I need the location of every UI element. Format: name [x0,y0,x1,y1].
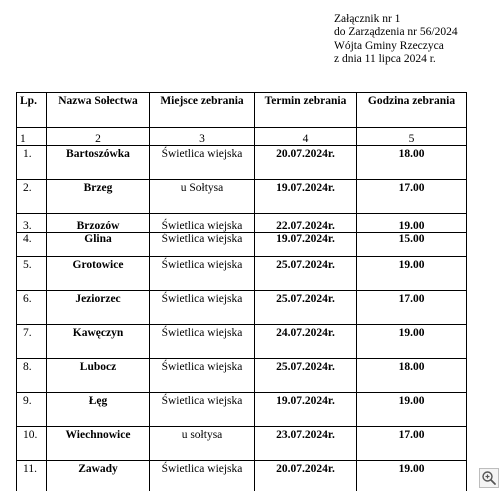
table-row [17,180,467,214]
column-number: 5 [357,128,467,146]
header-meeting-time: Godzina zebrania [357,93,467,128]
row-lp: 9. [17,393,47,427]
annex-header [334,13,458,67]
table-row [17,427,467,461]
meeting-date: 25.07.2024r. [255,359,357,393]
meeting-place: u Sołtysa [150,180,255,214]
meeting-time: 17.00 [357,291,467,325]
meeting-time: 19.00 [357,393,467,427]
column-number: 2 [47,128,150,146]
row-lp: 2. [17,180,47,214]
meeting-place: Świetlica wiejska [150,393,255,427]
row-lp: 3. [17,214,47,233]
header-lp: Lp. [17,93,47,128]
table-row [17,393,467,427]
meeting-date: 20.07.2024r. [255,461,357,491]
village-name: Brzozów [47,214,150,233]
meeting-place: Świetlica wiejska [150,146,255,180]
meeting-time: 19.00 [357,214,467,233]
meeting-time: 17.00 [357,180,467,214]
table-row [17,359,467,393]
village-name: Łęg [47,393,150,427]
zoom-button[interactable] [479,468,499,488]
meeting-date: 20.07.2024r. [255,146,357,180]
village-name: Bartoszówka [47,146,150,180]
header-village-name: Nazwa Sołectwa [47,93,150,128]
table-row [17,214,467,233]
row-lp: 11. [17,461,47,491]
village-name: Grotowice [47,257,150,291]
meeting-date: 23.07.2024r. [255,427,357,461]
meeting-place: Świetlica wiejska [150,257,255,291]
column-number: 4 [255,128,357,146]
meeting-place: Świetlica wiejska [150,233,255,257]
row-lp: 4. [17,233,47,257]
village-name: Kawęczyn [47,325,150,359]
table-header-row [17,93,467,128]
table-row [17,461,467,491]
meeting-time: 19.00 [357,257,467,291]
meetings-table [16,92,467,491]
column-number: 1 [17,128,47,146]
annex-line-authority: Wójta Gminy Rzeczyca [334,39,444,52]
meeting-time: 19.00 [357,325,467,359]
village-name: Jeziorzec [47,291,150,325]
table-row [17,257,467,291]
village-name: Glina [47,233,150,257]
meeting-date: 19.07.2024r. [255,393,357,427]
meeting-place: Świetlica wiejska [150,461,255,491]
table-row [17,325,467,359]
meeting-date: 19.07.2024r. [255,233,357,257]
header-meeting-place: Miejsce zebrania [150,93,255,128]
row-lp: 1. [17,146,47,180]
meeting-date: 19.07.2024r. [255,180,357,214]
meeting-time: 18.00 [357,146,467,180]
meeting-place: Świetlica wiejska [150,214,255,233]
annex-line-title: Załącznik nr 1 [334,13,401,25]
meeting-place: Świetlica wiejska [150,325,255,359]
table-row [17,146,467,180]
zoom-in-icon [480,469,498,487]
meeting-time: 19.00 [357,461,467,491]
meeting-time: 17.00 [357,427,467,461]
village-name: Brzeg [47,180,150,214]
village-name: Lubocz [47,359,150,393]
meeting-date: 22.07.2024r. [255,214,357,233]
meeting-date: 24.07.2024r. [255,325,357,359]
annex-line-date: z dnia 11 lipca 2024 r. [334,53,436,66]
meeting-time: 15.00 [357,233,467,257]
meeting-time: 18.00 [357,359,467,393]
village-name: Zawady [47,461,150,491]
row-lp: 6. [17,291,47,325]
row-lp: 8. [17,359,47,393]
row-lp: 5. [17,257,47,291]
column-number-row [17,128,467,146]
column-number: 3 [150,128,255,146]
header-meeting-date: Termin zebrania [255,93,357,128]
meeting-place: Świetlica wiejska [150,359,255,393]
table-row [17,233,467,257]
row-lp: 10. [17,427,47,461]
annex-line-ordinance: do Zarządzenia nr 56/2024 [334,26,458,39]
meeting-place: Świetlica wiejska [150,291,255,325]
meeting-place: u sołtysa [150,427,255,461]
meeting-date: 25.07.2024r. [255,257,357,291]
row-lp: 7. [17,325,47,359]
meeting-date: 25.07.2024r. [255,291,357,325]
table-row [17,291,467,325]
village-name: Wiechnowice [47,427,150,461]
